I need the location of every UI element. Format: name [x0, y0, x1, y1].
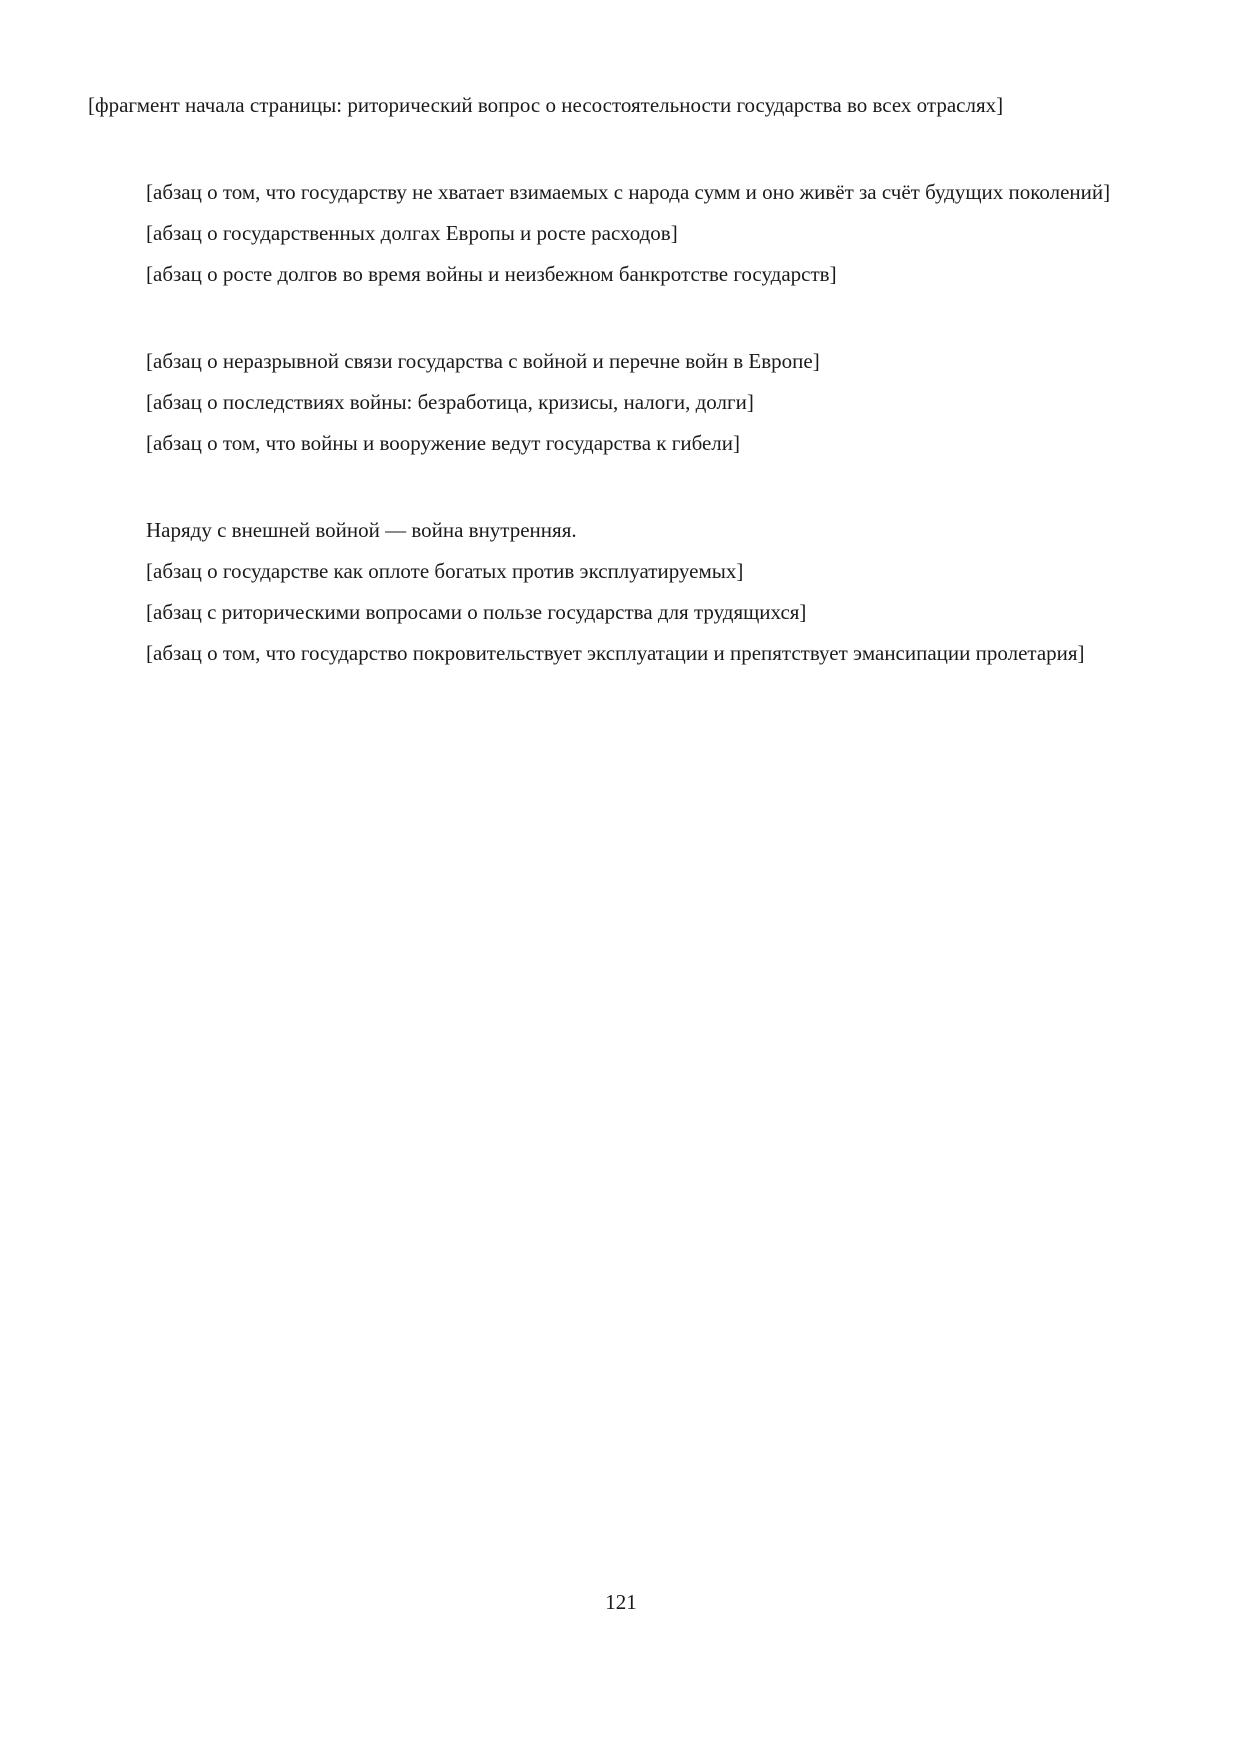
paragraph-5: [абзац о неразрывной связи государства с войной и перечне войн в Европе] — [146, 349, 820, 373]
section-gap — [88, 471, 1150, 517]
paragraph-3: [абзац о государственных долгах Европы и росте расходов] — [146, 221, 678, 245]
section-gap — [88, 133, 1150, 179]
paragraph-9: [абзац о государстве как оплоте богатых против эксплуатируемых] — [146, 559, 744, 583]
paragraph-7: [абзац о том, что войны и вооружение ведут государства к гибели] — [146, 431, 741, 455]
paragraph-4: [абзац о росте долгов во время войны и неизбежном банкротстве государств] — [146, 262, 837, 286]
section-gap — [88, 302, 1150, 348]
paragraph-11: [абзац о том, что государство покровительствует эксплуатации и препятствует эмансипации пролетария] — [146, 641, 1085, 665]
paragraph-6: [абзац о последствиях войны: безработица, кризисы, налоги, долги] — [146, 390, 754, 414]
page-number: 121 — [605, 1590, 637, 1614]
paragraph-10: [абзац с риторическими вопросами о пользе государства для трудящихся] — [146, 600, 807, 624]
paragraph-2: [абзац о том, что государству не хватает взимаемых с народа сумм и оно живёт за счёт будущих поколений] — [146, 180, 1111, 204]
paragraph-8: Наряду с внешней войной — война внутренняя. — [146, 518, 577, 542]
paragraph-1: [фрагмент начала страницы: риторический вопрос о несостоятельности государства во всех отраслях] — [88, 93, 1004, 117]
